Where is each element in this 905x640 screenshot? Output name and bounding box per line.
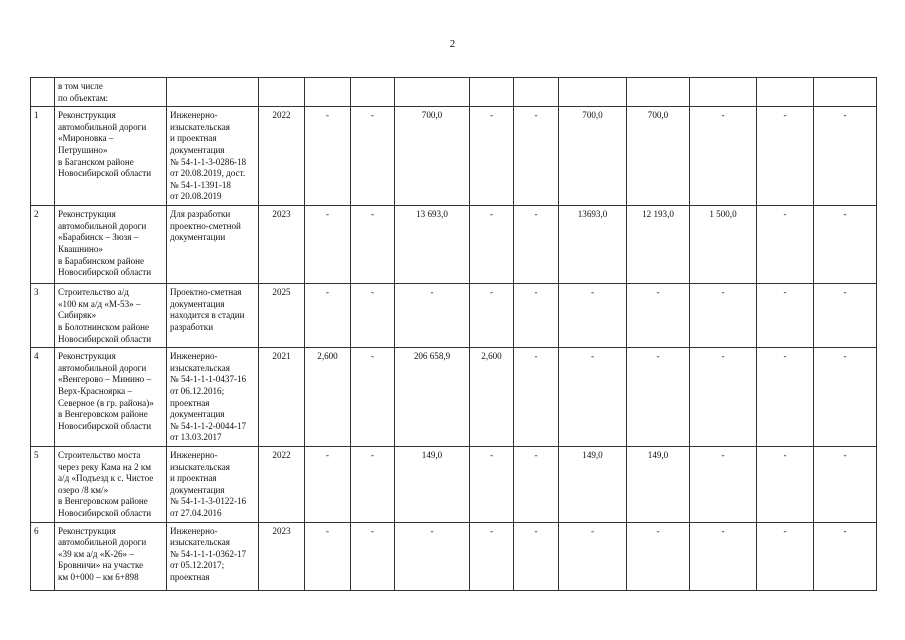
row-number: 2 (31, 206, 55, 284)
value-cell: - (627, 522, 690, 590)
value-cell: - (690, 522, 757, 590)
object-name (55, 348, 167, 447)
object-name-line: Реконструкция (58, 351, 116, 362)
documentation-line: от 13.03.2017 (170, 432, 222, 443)
object-name-line: в Венгеровском районе (58, 409, 148, 420)
documentation-line: проектно-сметной (170, 220, 241, 231)
value-cell: - (814, 284, 877, 348)
documentation-line: от 20.08.2019, дост. (170, 168, 246, 179)
documentation-line: от 27.04.2016 (170, 507, 222, 518)
documentation-line: № 54-1-1391-18 (170, 179, 231, 190)
value-cell: - (627, 348, 690, 447)
table-cell (559, 78, 627, 107)
documentation-line: № 54-1-1-1-0362-17 (170, 548, 247, 559)
object-name-line: Реконструкция (58, 110, 116, 121)
value-cell: - (690, 348, 757, 447)
documentation-line: изыскательская (170, 362, 230, 373)
value-cell: - (559, 284, 627, 348)
table-row (31, 348, 877, 447)
object-name-line: Новосибирской области (58, 507, 152, 518)
documentation-status (167, 522, 259, 590)
value-cell: 2,600 (470, 348, 514, 447)
value-cell: 700,0 (559, 107, 627, 206)
documentation-line: и проектная (170, 133, 217, 144)
row-number: 5 (31, 446, 55, 522)
value-cell: - (305, 206, 351, 284)
value-cell: - (470, 206, 514, 284)
value-cell: - (305, 446, 351, 522)
row-number: 6 (31, 522, 55, 590)
value-cell: - (690, 446, 757, 522)
value-cell: - (814, 348, 877, 447)
value-cell: - (351, 522, 395, 590)
documentation-line: документация (170, 409, 225, 420)
value-cell: - (814, 522, 877, 590)
documentation-line: изыскательская (170, 461, 230, 472)
object-name-line: км 0+000 – км 6+898 (58, 571, 139, 582)
documentation-line: от 06.12.2016; (170, 385, 225, 396)
documentation-line: разработки (170, 321, 214, 332)
table-body (31, 78, 877, 591)
value-cell: - (757, 107, 814, 206)
value-cell: 149,0 (395, 446, 470, 522)
table-cell (627, 78, 690, 107)
table-cell (167, 78, 259, 107)
value-cell: - (757, 522, 814, 590)
value-cell: - (351, 348, 395, 447)
value-cell: - (514, 522, 559, 590)
documentation-line: документация (170, 484, 225, 495)
value-cell: - (514, 348, 559, 447)
year-cell: 2023 (259, 206, 305, 284)
object-name-line: в Баганском районе (58, 156, 134, 167)
object-name-line: через реку Кама на 2 км (58, 461, 152, 472)
documentation-line: от 05.12.2017; (170, 560, 225, 571)
table-cell (690, 78, 757, 107)
object-name-line: автомобильной дороги (58, 537, 147, 548)
table-row (31, 107, 877, 206)
value-cell: 700,0 (395, 107, 470, 206)
documentation-status (167, 284, 259, 348)
documentation-line: проектная (170, 397, 210, 408)
value-cell: 149,0 (627, 446, 690, 522)
object-name-line: Верх-Красноярка – (58, 385, 133, 396)
object-name (55, 107, 167, 206)
table-cell (395, 78, 470, 107)
value-cell: 2,600 (305, 348, 351, 447)
object-name-line: озеро /8 км/» (58, 484, 109, 495)
table-row (31, 522, 877, 590)
value-cell: - (627, 284, 690, 348)
object-name-line: Северное (в гр. района)» (58, 397, 154, 408)
documentation-line: проектная (170, 571, 210, 582)
object-name-line: «Мироновка – (58, 133, 114, 144)
documentation-line: документации (170, 232, 226, 243)
documentation-line: изыскательская (170, 121, 230, 132)
value-cell: - (690, 284, 757, 348)
value-cell: 13693,0 (559, 206, 627, 284)
value-cell: - (814, 446, 877, 522)
header-row (31, 78, 877, 107)
value-cell: - (305, 107, 351, 206)
documentation-line: документация (170, 144, 225, 155)
object-name-line: Новосибирской области (58, 333, 152, 344)
object-name (55, 206, 167, 284)
value-cell: - (559, 348, 627, 447)
table-row (31, 284, 877, 348)
table-cell (305, 78, 351, 107)
documentation-line: документация (170, 298, 225, 309)
value-cell: 206 658,9 (395, 348, 470, 447)
value-cell: - (757, 446, 814, 522)
table-cell (31, 78, 55, 107)
value-cell: - (814, 107, 877, 206)
value-cell: - (470, 446, 514, 522)
value-cell: - (690, 107, 757, 206)
object-name-line: в Барабинском районе (58, 255, 145, 266)
documentation-line: № 54-1-1-3-0286-18 (170, 156, 247, 167)
value-cell: - (351, 284, 395, 348)
documentation-line: от 20.08.2019 (170, 191, 222, 202)
header-label-line: по объектам: (58, 92, 109, 103)
documentation-line: Для разработки (170, 209, 231, 220)
object-name-line: «39 км а/д «К-26» – (58, 548, 134, 559)
object-name-line: Бровничи» на участке (58, 560, 144, 571)
value-cell: - (305, 522, 351, 590)
value-cell: 13 693,0 (395, 206, 470, 284)
year-cell: 2021 (259, 348, 305, 447)
object-name-line: Новосибирской области (58, 267, 152, 278)
documentation-line: № 54-1-1-1-0437-16 (170, 374, 247, 385)
table-row (31, 446, 877, 522)
value-cell: 149,0 (559, 446, 627, 522)
row-number: 1 (31, 107, 55, 206)
row-number: 4 (31, 348, 55, 447)
object-name (55, 284, 167, 348)
documentation-status (167, 206, 259, 284)
table-row (31, 206, 877, 284)
object-name-line: а/д «Подъезд к с. Чистое (58, 473, 154, 484)
year-cell: 2022 (259, 107, 305, 206)
value-cell: - (514, 206, 559, 284)
object-name-line: Квашнино» (58, 243, 103, 254)
documentation-line: изыскательская (170, 537, 230, 548)
documentation-line: № 54-1-1-3-0122-16 (170, 496, 247, 507)
object-name-line: в Болотнинском районе (58, 321, 150, 332)
value-cell: - (470, 107, 514, 206)
table-cell (814, 78, 877, 107)
documentation-line: Проектно-сметная (170, 287, 242, 298)
value-cell: - (757, 284, 814, 348)
object-name-line: «Венгерово – Минино – (58, 374, 152, 385)
documentation-status (167, 348, 259, 447)
year-cell: 2022 (259, 446, 305, 522)
documentation-line: Инженерно- (170, 449, 218, 460)
documentation-line: Инженерно- (170, 351, 218, 362)
documentation-line: находится в стадии (170, 310, 245, 321)
object-name-line: Новосибирской области (58, 420, 152, 431)
object-name-line: Петрушино» (58, 144, 108, 155)
object-name-line: автомобильной дороги (58, 362, 147, 373)
value-cell: - (559, 522, 627, 590)
object-name (55, 446, 167, 522)
row-number: 3 (31, 284, 55, 348)
header-label-line: в том числе (58, 81, 103, 91)
table-cell (259, 78, 305, 107)
object-name-line: Новосибирской области (58, 168, 152, 179)
value-cell: - (351, 446, 395, 522)
object-name-line: Реконструкция (58, 209, 116, 220)
object-name-line: «Барабинск – Зюзя – (58, 232, 139, 243)
object-name-line: Строительство моста (58, 449, 141, 460)
documentation-line: Инженерно- (170, 110, 218, 121)
value-cell: - (757, 206, 814, 284)
object-name (55, 522, 167, 590)
value-cell: - (305, 284, 351, 348)
documentation-line: № 54-1-1-2-0044-17 (170, 420, 247, 431)
value-cell: - (351, 206, 395, 284)
object-name-line: в Венгеровском районе (58, 496, 148, 507)
documentation-status (167, 107, 259, 206)
table-cell (470, 78, 514, 107)
value-cell: - (351, 107, 395, 206)
value-cell: - (814, 206, 877, 284)
objects-table (30, 77, 877, 591)
page-number: 2 (449, 38, 456, 50)
object-name-line: автомобильной дороги (58, 121, 147, 132)
value-cell: - (757, 348, 814, 447)
value-cell: - (514, 107, 559, 206)
value-cell: 1 500,0 (690, 206, 757, 284)
object-name-line: Строительство а/д (58, 287, 129, 298)
value-cell: - (395, 284, 470, 348)
documentation-line: и проектная (170, 473, 217, 484)
year-cell: 2023 (259, 522, 305, 590)
value-cell: - (470, 284, 514, 348)
value-cell: - (514, 284, 559, 348)
value-cell: 700,0 (627, 107, 690, 206)
object-name-line: автомобильной дороги (58, 220, 147, 231)
object-name-line: «100 км а/д «М-53» – (58, 298, 141, 309)
header-row-label (55, 78, 167, 107)
value-cell: 12 193,0 (627, 206, 690, 284)
table-cell (514, 78, 559, 107)
table-cell (757, 78, 814, 107)
table-cell (351, 78, 395, 107)
documentation-status (167, 446, 259, 522)
documentation-line: Инженерно- (170, 525, 218, 536)
year-cell: 2025 (259, 284, 305, 348)
value-cell: - (395, 522, 470, 590)
object-name-line: Реконструкция (58, 525, 116, 536)
value-cell: - (514, 446, 559, 522)
value-cell: - (470, 522, 514, 590)
object-name-line: Сибиряк» (58, 310, 97, 321)
